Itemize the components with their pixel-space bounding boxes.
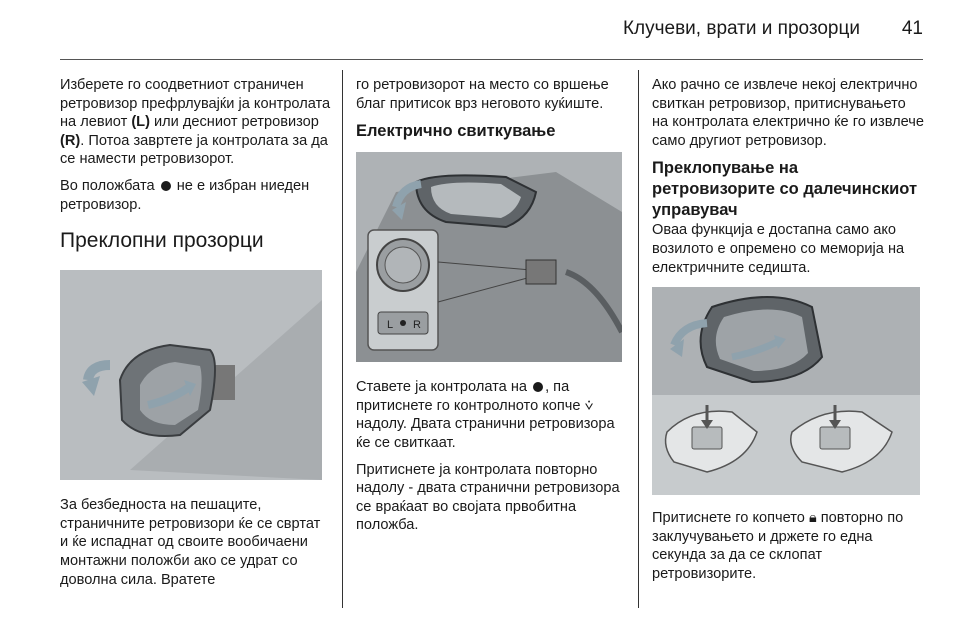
page-number: 41	[901, 18, 923, 39]
paragraph-select-mirror: Изберете го соодветниот страничен ретровизор префрлувајќи ја контролата на левиот (L) или десниот ретровизор (R). Потоа завртете ја контролата за да се намести ретровизорот.	[60, 77, 331, 168]
paragraph-return-mirror: го ретровизорот на место со вршење благ притисок врз неговото куќиште.	[356, 77, 609, 112]
paragraph-manual-unfold: Ако рачно се извлече некој електрично свиткан ретровизор, притиснувањето на контролата електрично ќе го извлече само другиот ретровизор.	[652, 77, 925, 149]
heading-electric-folding: Електрично свиткување	[356, 122, 556, 141]
page-header	[0, 0, 960, 60]
paragraph-press-switch: Ставете ја контролата на , па притиснете го контролното копче ⩒ надолу. Двата странични ретровизора ќе се свиткаат.	[356, 379, 615, 451]
heading-remote-folding: Преклопување на ретровизорите со далечинскиот управувач	[652, 159, 918, 220]
column-divider-2	[638, 70, 639, 608]
figure-electric-folding-switch	[356, 152, 622, 362]
switch-label-l: L	[387, 319, 394, 332]
paragraph-neutral-position: Во положбата не е избран ниеден ретровизор.	[60, 177, 310, 213]
dot-symbol-icon	[533, 382, 543, 392]
paragraph-press-again: Притиснете ја контролата повторно надолу - двата странични ретровизора се враќаат во својата првобитна положба.	[356, 461, 620, 534]
column-divider-1	[342, 70, 343, 608]
figure-remote-key	[652, 287, 920, 495]
column-2	[356, 76, 628, 543]
figure-folding-mirror	[60, 270, 322, 480]
paragraph-memory-seats: Оваа функција е достапна само ако возилото е опремено со мемориjа на електричните седишта.	[652, 222, 905, 276]
paragraph-pedestrian-safety: За безбедноста на пешаците, страничните ретровизори ќе се свртат и ќе испаднат од своите вообичаени монтажни положби ако се удрат со доволна сила. Вратете	[60, 497, 321, 588]
paragraph-press-lock-button: Притиснете го копчето 🔒︎ повторно по заклучувањето и држете го една секунда за да се склопат ретровизорите.	[652, 510, 904, 582]
column-3	[652, 76, 924, 592]
switch-label-r: R	[413, 319, 421, 332]
column-1	[60, 76, 332, 597]
header-title: Клучеви, врати и прозорци	[622, 18, 860, 39]
header-rule	[60, 59, 923, 60]
heading-folding-mirrors: Преклопни прозорци	[60, 229, 264, 253]
dot-symbol-icon	[161, 181, 171, 191]
